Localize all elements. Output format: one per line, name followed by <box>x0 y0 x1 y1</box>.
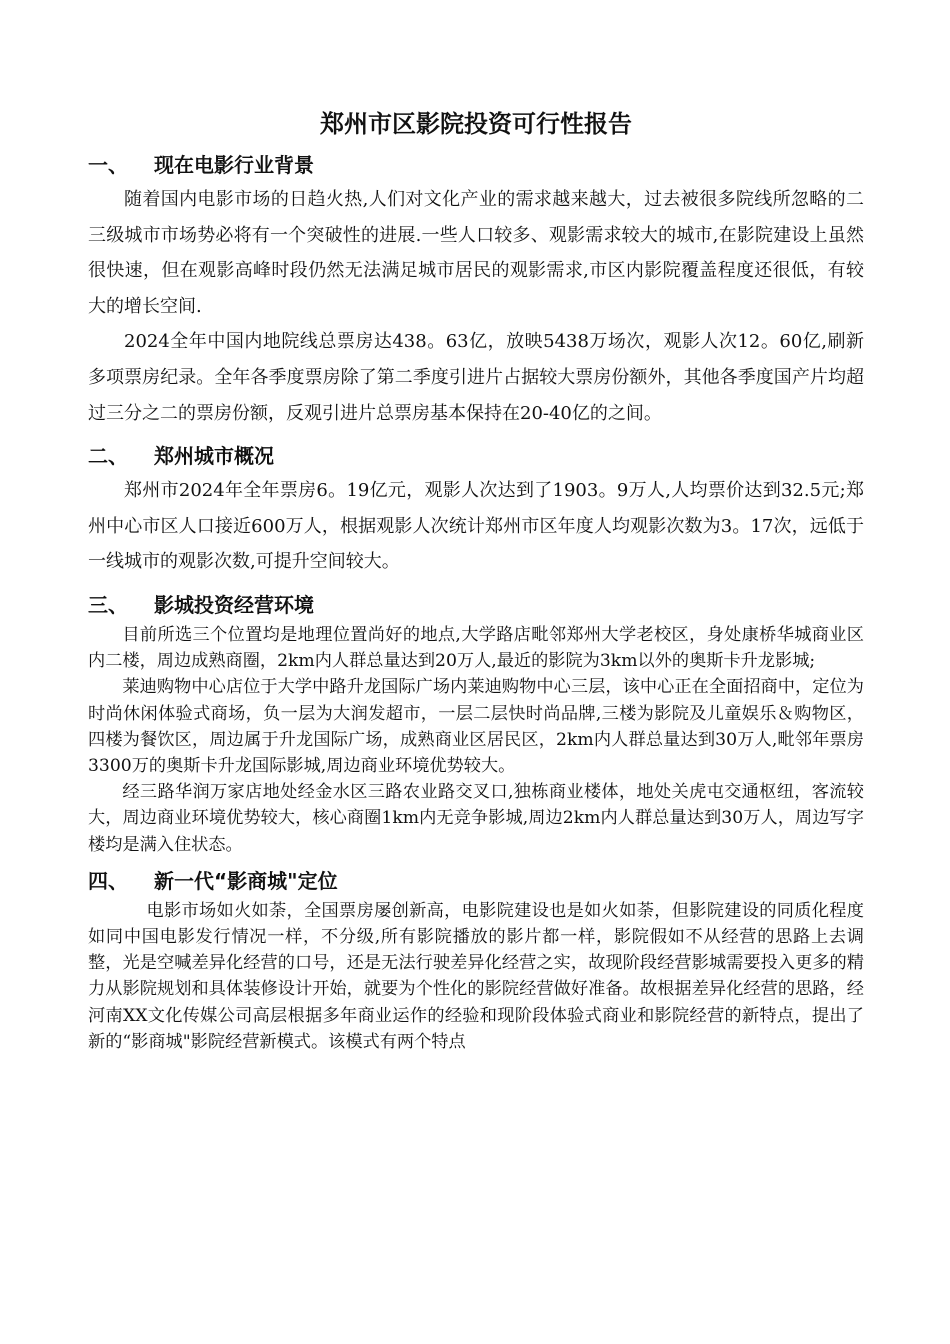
section-title: 新一代“影商城"定位 <box>154 868 338 893</box>
section-number: 一、 <box>88 153 128 177</box>
section-title: 现在电影行业背景 <box>154 153 314 177</box>
paragraph: 随着国内电影市场的日趋火热,人们对文化产业的需求越来越大，过去被很多院线所忽略的二三级城市市场势必将有一个突破性的进展.一些人口较多、观影需求较大的城市,在影院建设上虽然很快速，但在观影高峰时段仍然无法满足城市居民的观影需求,市区内影院覆盖程度还很低，有较大的增长空间. <box>88 189 864 317</box>
paragraph: 电影市场如火如荼，全国票房屡创新高，电影院建设也是如火如荼，但影院建设的同质化程度如同中国电影发行情况一样，不分级,所有影院播放的影片都一样，影院假如不从经营的思路上去调整，光是空喊差异化经营的口号，还是无法行驶差异化经营之实，故现阶段经营影城需要投入更多的精力从影院规划和具体装修设计开始，就要为个性化的影院经营做好准备。故根据差异化经营的思路，经河南XX文化传媒公司高层根据多年商业运作的经验和现阶段体验式商业和影院经营的新特点，提出了新的“影商城"影院经营新模式。该模式有两个特点 <box>88 900 864 1052</box>
paragraph: 2024全年中国内地院线总票房达438。63亿，放映5438万场次，观影人次12。60亿,刷新多项票房纪录。全年各季度票房除了第二季度引进片占据较大票房份额外，其他各季度国产片均超过三分之二的票房份额，反观引进片总票房基本保持在20-40亿的之间。 <box>88 331 864 424</box>
section-heading-4 <box>88 864 864 898</box>
section-title: 影城投资经营环境 <box>154 592 314 617</box>
section-number: 二、 <box>88 444 128 469</box>
section-heading-3 <box>88 588 864 622</box>
section-heading-2 <box>88 439 864 473</box>
section-heading-1 <box>88 148 864 182</box>
section-number: 四、 <box>88 868 128 893</box>
page-title: 郑州市区影院投资可行性报告 <box>320 110 632 138</box>
section-title: 郑州城市概况 <box>154 444 274 469</box>
paragraph: 目前所选三个位置均是地理位置尚好的地点,大学路店毗邻郑州大学老校区，身处康桥华城商业区内二楼，周边成熟商圈，2km内人群总量达到20万人,最近的影院为3km以外的奥斯卡升龙影城; <box>88 624 864 672</box>
paragraph: 郑州市2024年全年票房6。19亿元，观影人次达到了1903。9万人,人均票价达到32.5元;郑州中心市区人口接近600万人，根据观影人次统计郑州市区年度人均观影次数为3。17次，远低于一线城市的观影次数,可提升空间较大。 <box>88 480 864 573</box>
paragraph: 莱迪购物中心店位于大学中路升龙国际广场内莱迪购物中心三层，该中心正在全面招商中，定位为时尚休闲体验式商场，负一层为大润发超市，一层二层快时尚品牌,三楼为影院及儿童娱乐＆购物区，四楼为餐饮区，周边属于升龙国际广场，成熟商业区居民区，2km内人群总量达到30万人,毗邻年票房3300万的奥斯卡升龙国际影城,周边商业环境优势较大。 <box>88 677 864 776</box>
section-number: 三、 <box>88 592 128 617</box>
paragraph: 经三路华润万家店地处经金水区三路农业路交叉口,独栋商业楼体，地处关虎屯交通枢纽，客流较大，周边商业环境优势较大，核心商圈1km内无竞争影城,周边2km内人群总量达到30万人，周边写字楼均是满入住状态。 <box>88 782 864 855</box>
